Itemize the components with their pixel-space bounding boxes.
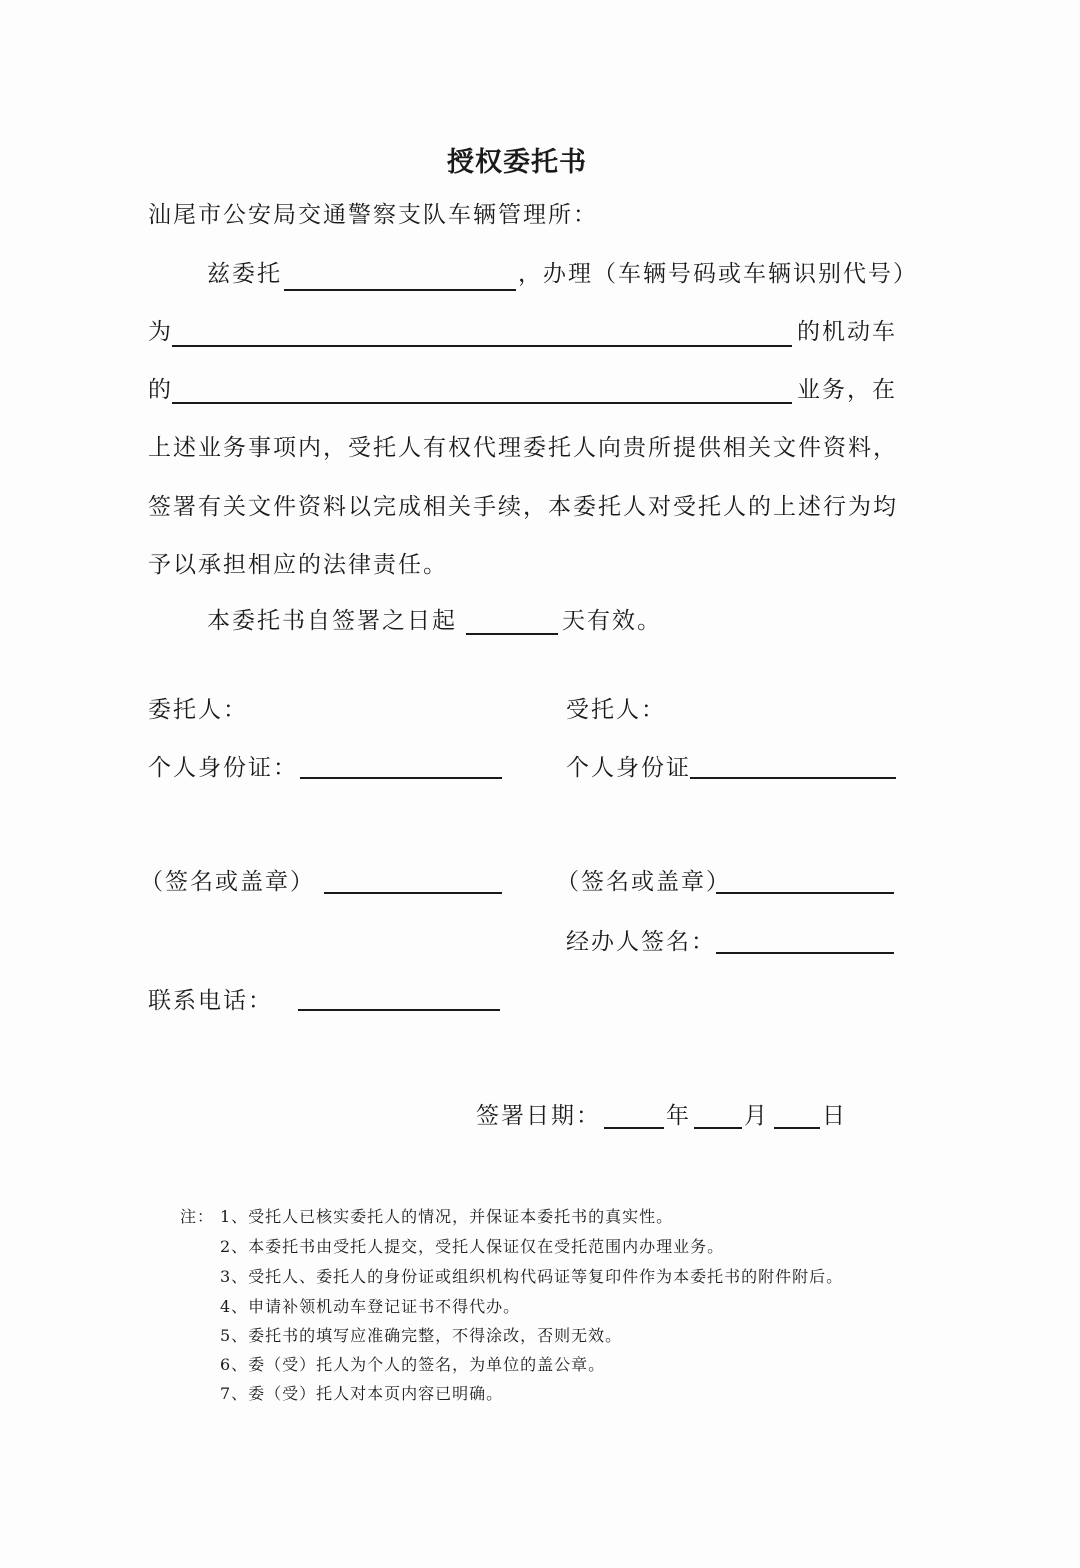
business-suffix: 业务，在	[797, 377, 897, 403]
principal-sign-blank[interactable]	[324, 892, 502, 894]
day-blank[interactable]	[774, 1127, 820, 1129]
business-type-blank[interactable]	[172, 402, 792, 404]
agent-sign-blank[interactable]	[716, 892, 894, 894]
note-item: 6、委（受）托人为个人的签名，为单位的盖公章。	[220, 1355, 606, 1374]
validity-prefix: 本委托书自签署之日起	[207, 608, 457, 634]
vehicle-suffix: 的机动车	[797, 319, 897, 345]
note-item: 1、受托人已核实委托人的情况，并保证本委托书的真实性。	[220, 1207, 674, 1226]
business-prefix: 的	[148, 377, 173, 403]
principal-id-blank[interactable]	[300, 777, 502, 779]
principal-id-label: 个人身份证：	[148, 755, 298, 781]
day-label: 日	[822, 1103, 847, 1129]
phone-blank[interactable]	[298, 1009, 500, 1011]
month-label: 月	[744, 1103, 769, 1129]
handler-sign-blank[interactable]	[716, 952, 894, 954]
principal-label: 委托人：	[148, 697, 248, 723]
notes-prefix: 注：	[180, 1207, 215, 1226]
handler-sign-label: 经办人签名：	[566, 929, 716, 955]
year-blank[interactable]	[604, 1127, 664, 1129]
note-item: 2、本委托书由受托人提交，受托人保证仅在受托范围内办理业务。	[220, 1237, 725, 1256]
paragraph-line: 予以承担相应的法律责任。	[148, 552, 448, 578]
agent-id-blank[interactable]	[690, 777, 896, 779]
agent-sign-label: （签名或盖章）	[556, 869, 731, 895]
note-item: 3、受托人、委托人的身份证或组织机构代码证等复印件作为本委托书的附件附后。	[220, 1267, 844, 1286]
agent-id-label: 个人身份证	[566, 755, 691, 781]
principal-sign-label: （签名或盖章）	[140, 869, 315, 895]
sign-date-label: 签署日期：	[476, 1103, 601, 1129]
validity-days-blank[interactable]	[466, 633, 558, 635]
phone-label: 联系电话：	[148, 988, 273, 1014]
document-title: 授权委托书	[447, 147, 587, 178]
validity-suffix: 天有效。	[562, 608, 662, 634]
agent-name-blank[interactable]	[284, 289, 516, 291]
vehicle-id-blank[interactable]	[172, 345, 792, 347]
paragraph-line: 签署有关文件资料以完成相关手续，本委托人对受托人的上述行为均	[148, 494, 898, 520]
paragraph-line: 上述业务事项内，受托人有权代理委托人向贵所提供相关文件资料，	[148, 435, 898, 461]
entrust-suffix: ，办理（车辆号码或车辆识别代号）	[518, 261, 918, 287]
note-item: 7、委（受）托人对本页内容已明确。	[220, 1384, 504, 1403]
vehicle-prefix: 为	[148, 319, 173, 345]
month-blank[interactable]	[694, 1127, 742, 1129]
addressee: 汕尾市公安局交通警察支队车辆管理所：	[148, 202, 598, 228]
agent-label: 受托人：	[566, 697, 666, 723]
entrust-prefix: 兹委托	[207, 261, 282, 287]
note-item: 4、申请补领机动车登记证书不得代办。	[220, 1297, 521, 1316]
year-label: 年	[666, 1103, 691, 1129]
note-item: 5、委托书的填写应准确完整，不得涂改，否则无效。	[220, 1326, 623, 1345]
